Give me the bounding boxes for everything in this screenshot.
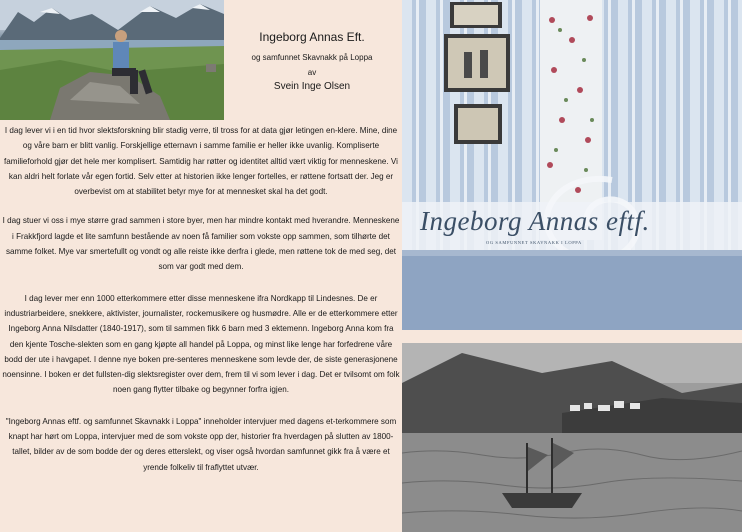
cover-subtitle: OG SAMFUNNET SKAVNAKK I LOPPA xyxy=(486,240,582,245)
by-label: av xyxy=(307,68,317,77)
book-title: Ingeborg Annas Eft. xyxy=(259,30,365,44)
book-header xyxy=(224,0,400,120)
paragraph-2: I dag stuer vi oss i mye større grad sammen i store byer, men har mindre kontakt med hverandre. Menneskene i Frakkfjord lagde et lite samfunn bestående av noen få familier som vokste opp sammen, som tilhørte det samme folket. Mye var smertefullt og vondt og alle reiste ikke derfra i glede, men røttene tok de med seg, det som var godt med dem. xyxy=(2,216,400,272)
author-name: Svein Inge Olsen xyxy=(273,81,351,92)
paragraph-4: "Ingeborg Annas eftf. og samfunnet Skavnakk i Loppa" inneholder intervjuer med dagens et-terkommere som knapt har hørt om Loppa, intervjuer med de som vokste opp der, historier fra hverdagen på slutten av 1800-tallet, bilder av de som bodde der og deres etterslekt, og viser også hvordan samfunnet gikk fra å være et yrende folkeliv til fraflyttet utvær. xyxy=(5,416,397,472)
book-cover-photo xyxy=(402,0,742,330)
description-text xyxy=(0,123,402,491)
paragraph-3: I dag lever mer enn 1000 etterkommere etter disse menneskene ifra Nordkapp til Lindesnes. De er industriarbeidere, snekkere, aktivister, journalister, rockemusikere og husmødre. Alle er de etterkommere etter Ingeborg Anna Nilsdatter (1840-1917), som til sammen fikk 6 barn med 3 ektemenn. Ingeborg Anna kom fra den kjente Tosche-slekten som en gang kjøpte all handel på Loppa, og minst like lenge har forfedrene våre bodd der ute i havgapet. I denne nye boken pre-senteres menneskene som levde der, de siste generasjonene noensinne. I boken er det fullsten-dig slektsregister over dem, frem til vi som lever i dag. Det er tvilsomt om folk noen gang flytter tilbake og begynner forfra igjen. xyxy=(2,293,400,395)
cover-title: Ingeborg Annas eftf. xyxy=(420,206,650,236)
book-subtitle: og samfunnet Skavnakk på Loppa xyxy=(251,53,373,62)
author-landscape-photo xyxy=(0,0,224,120)
historic-painting xyxy=(402,343,742,532)
paragraph-1: I dag lever vi i en tid hvor slektsforskning blir stadig verre, til tross for at data gjør letingen en-klere. Mine, dine og våre barn er blitt vanlig. Forskjellige etternavn i samme familie er heller ikke uvanlig. Kompliserte familieforhold gjør det hele mer komplisert. Samtidig har røtter og identitet alltid vært viktig for menneskene. Vi kan aldri helt forlate vår egen fortid. Selv etter at historien ikke lenger fortelles, er røttene fortsatt der. Jeg er overbevist om at stabilitet betyr mye for at mennesket skal ha det godt. xyxy=(4,126,398,197)
